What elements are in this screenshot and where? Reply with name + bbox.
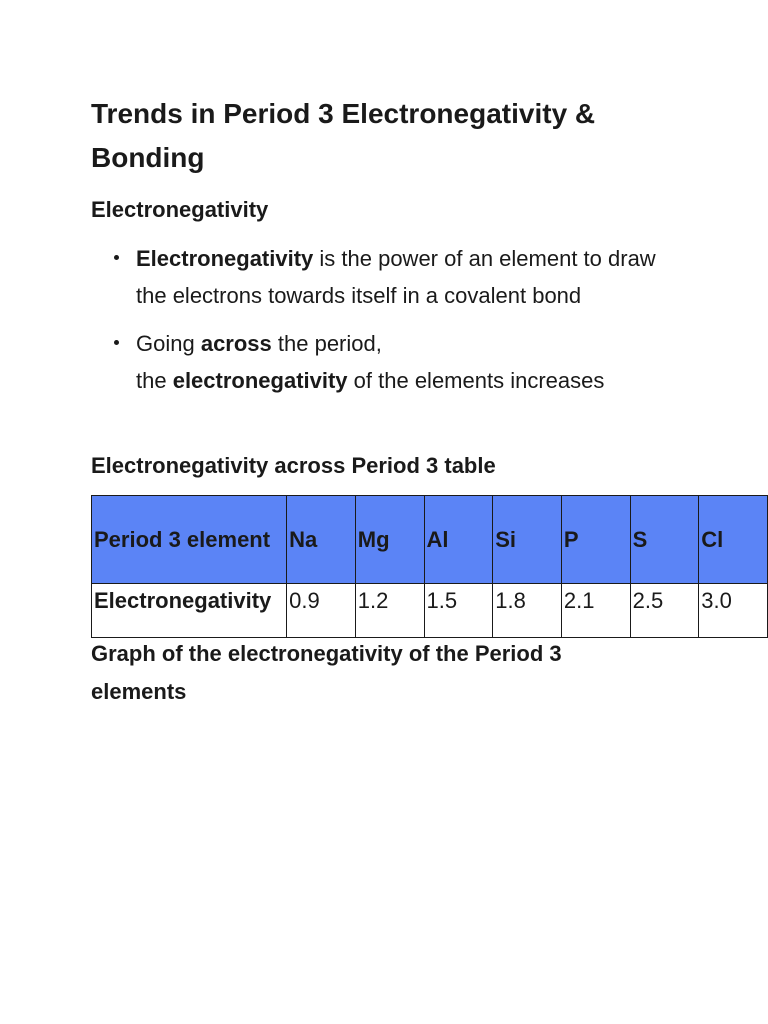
graph-heading: Graph of the electronegativity of the Period 3 elements [91,641,562,704]
table-header-row [92,496,768,584]
bullet-icon [114,340,119,345]
value-cell: 0.9 [287,584,356,638]
bullet-text: Going [136,331,201,356]
value-cell: 1.5 [424,584,493,638]
bullet-icon [114,255,119,260]
bullet-text: is the power of an element to draw the electrons towards itself in a covalent bond [136,246,656,308]
list-item [91,240,691,314]
value-cell: 2.1 [561,584,630,638]
element-header-cell: Na [287,496,356,584]
value-cell: 3.0 [699,584,768,638]
list-item [91,325,691,399]
element-header-cell: S [630,496,699,584]
row-label-cell: Electronegativity [92,584,287,638]
section-heading: Electronegativity [91,197,269,222]
bullet-text: the period, [271,331,382,356]
element-header-cell: P [561,496,630,584]
page-title: Trends in Period 3 Electronegativity & Bonding [91,98,596,173]
bullet-text: the [136,368,173,393]
table-row [92,584,768,638]
value-cell: 2.5 [630,584,699,638]
value-cell: 1.8 [493,584,562,638]
element-header-cell: Si [493,496,562,584]
bullet-list [91,240,691,399]
value-cell: 1.2 [355,584,424,638]
bullet-bold-term: across [200,331,272,356]
element-header-cell: Cl [699,496,768,584]
table-heading: Electronegativity across Period 3 table [91,453,496,478]
header-label-cell: Period 3 element [92,496,287,584]
element-header-cell: Al [424,496,493,584]
bullet-text: of the elements increases [347,368,605,393]
electronegativity-table [91,495,768,638]
element-header-cell: Mg [355,496,424,584]
bullet-bold-term: electronegativity [172,368,348,393]
bullet-bold-term: Electronegativity [136,246,314,271]
